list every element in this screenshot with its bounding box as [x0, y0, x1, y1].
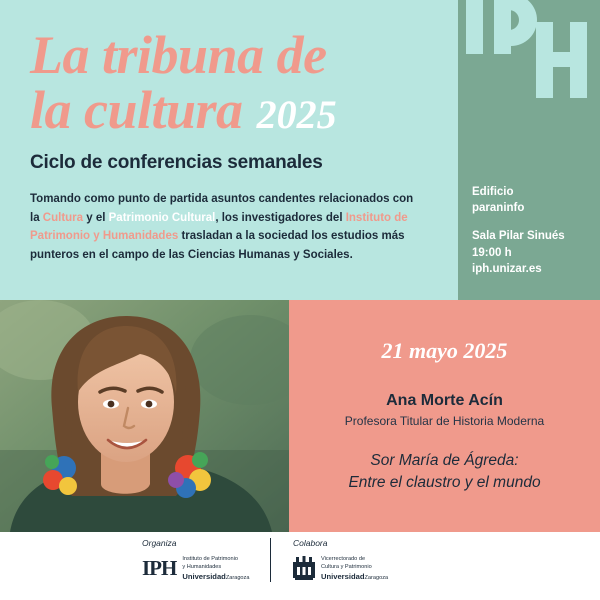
- vice-line-3: Universidad: [321, 572, 365, 582]
- iph-logo: [142, 555, 248, 582]
- top-left-panel: [0, 0, 458, 300]
- body-part-1: Tomando como punto de partida asuntos candentes relacionados con la: [30, 193, 414, 224]
- venue-info: [472, 184, 565, 278]
- event-date: 21 mayo 2025: [381, 338, 508, 363]
- iph-line-1: Instituto de Patrimonio: [182, 556, 238, 562]
- speaker-role: Profesora Titular de Historia Moderna: [344, 414, 545, 428]
- vice-line-2: Cultura y Patrimonio: [321, 564, 372, 571]
- body-highlight-iph: Instituto de Patrimonio y Humanidades: [30, 211, 408, 243]
- venue-gap: [472, 217, 565, 228]
- iph-line-2: y Humanidades: [182, 564, 222, 571]
- venue-web[interactable]: iph.unizar.es: [472, 263, 542, 276]
- poster-title: [30, 25, 432, 141]
- body-highlight-cultura: Cultura: [42, 211, 84, 224]
- venue-building-1: Edificio: [472, 185, 514, 198]
- colabora-block: [270, 538, 480, 582]
- colabora-label: Colabora: [293, 538, 328, 548]
- speaker-name: Ana Morte Acín: [386, 392, 503, 409]
- venue-building-2: paraninfo: [472, 202, 525, 215]
- talk-title-line-1: Sor María de Ágreda:: [370, 452, 519, 469]
- body-part-3: , los investigadores del: [215, 211, 346, 224]
- iph-line-3: Universidad: [182, 572, 226, 582]
- talk-title-line-2: Entre el claustro y el mundo: [348, 474, 541, 491]
- speaker-photo: [0, 300, 289, 532]
- unizar-logo-lines: [321, 555, 388, 582]
- vice-line-1: Vicerrectorado de: [321, 556, 366, 562]
- speaker-portrait-illustration: [0, 300, 289, 532]
- unizar-logo: [293, 555, 458, 582]
- organiza-label: Organiza: [142, 538, 177, 548]
- iph-line-3b: Zaragoza: [225, 575, 250, 582]
- venue-time: 19:00 h: [472, 246, 512, 259]
- poster-body: [30, 190, 422, 265]
- poster-subtitle: Ciclo de conferencias semanales: [30, 152, 323, 174]
- middle-section: [0, 300, 600, 532]
- footer-logos: [0, 538, 600, 582]
- iph-watermark-icon: [464, 0, 600, 144]
- venue-room: Sala Pilar Sinués: [472, 229, 565, 242]
- green-panel: [458, 0, 600, 300]
- talk-title: [309, 450, 580, 494]
- body-part-2: y el: [83, 211, 109, 224]
- title-line-2: la cultura: [30, 80, 243, 141]
- footer-section: [0, 532, 600, 600]
- footer-inner: [0, 532, 600, 600]
- vice-line-3b: Zaragoza: [364, 575, 389, 582]
- body-part-4: trasladan a la sociedad los estudios más punteros en el campo de las Ciencias Humanas y Sociales.: [30, 230, 405, 262]
- title-line-2-wrap: [30, 80, 432, 141]
- university-crest-icon: [293, 556, 315, 582]
- poster-year: 2025: [256, 92, 337, 138]
- title-line-1: La tribuna de: [30, 25, 327, 85]
- organiza-block: [120, 538, 270, 582]
- event-details-panel: [289, 300, 600, 532]
- iph-logo-lines: [182, 555, 249, 582]
- body-highlight-patrimonio: Patrimonio Cultural: [108, 211, 216, 224]
- iph-acronym: IPH: [142, 556, 177, 581]
